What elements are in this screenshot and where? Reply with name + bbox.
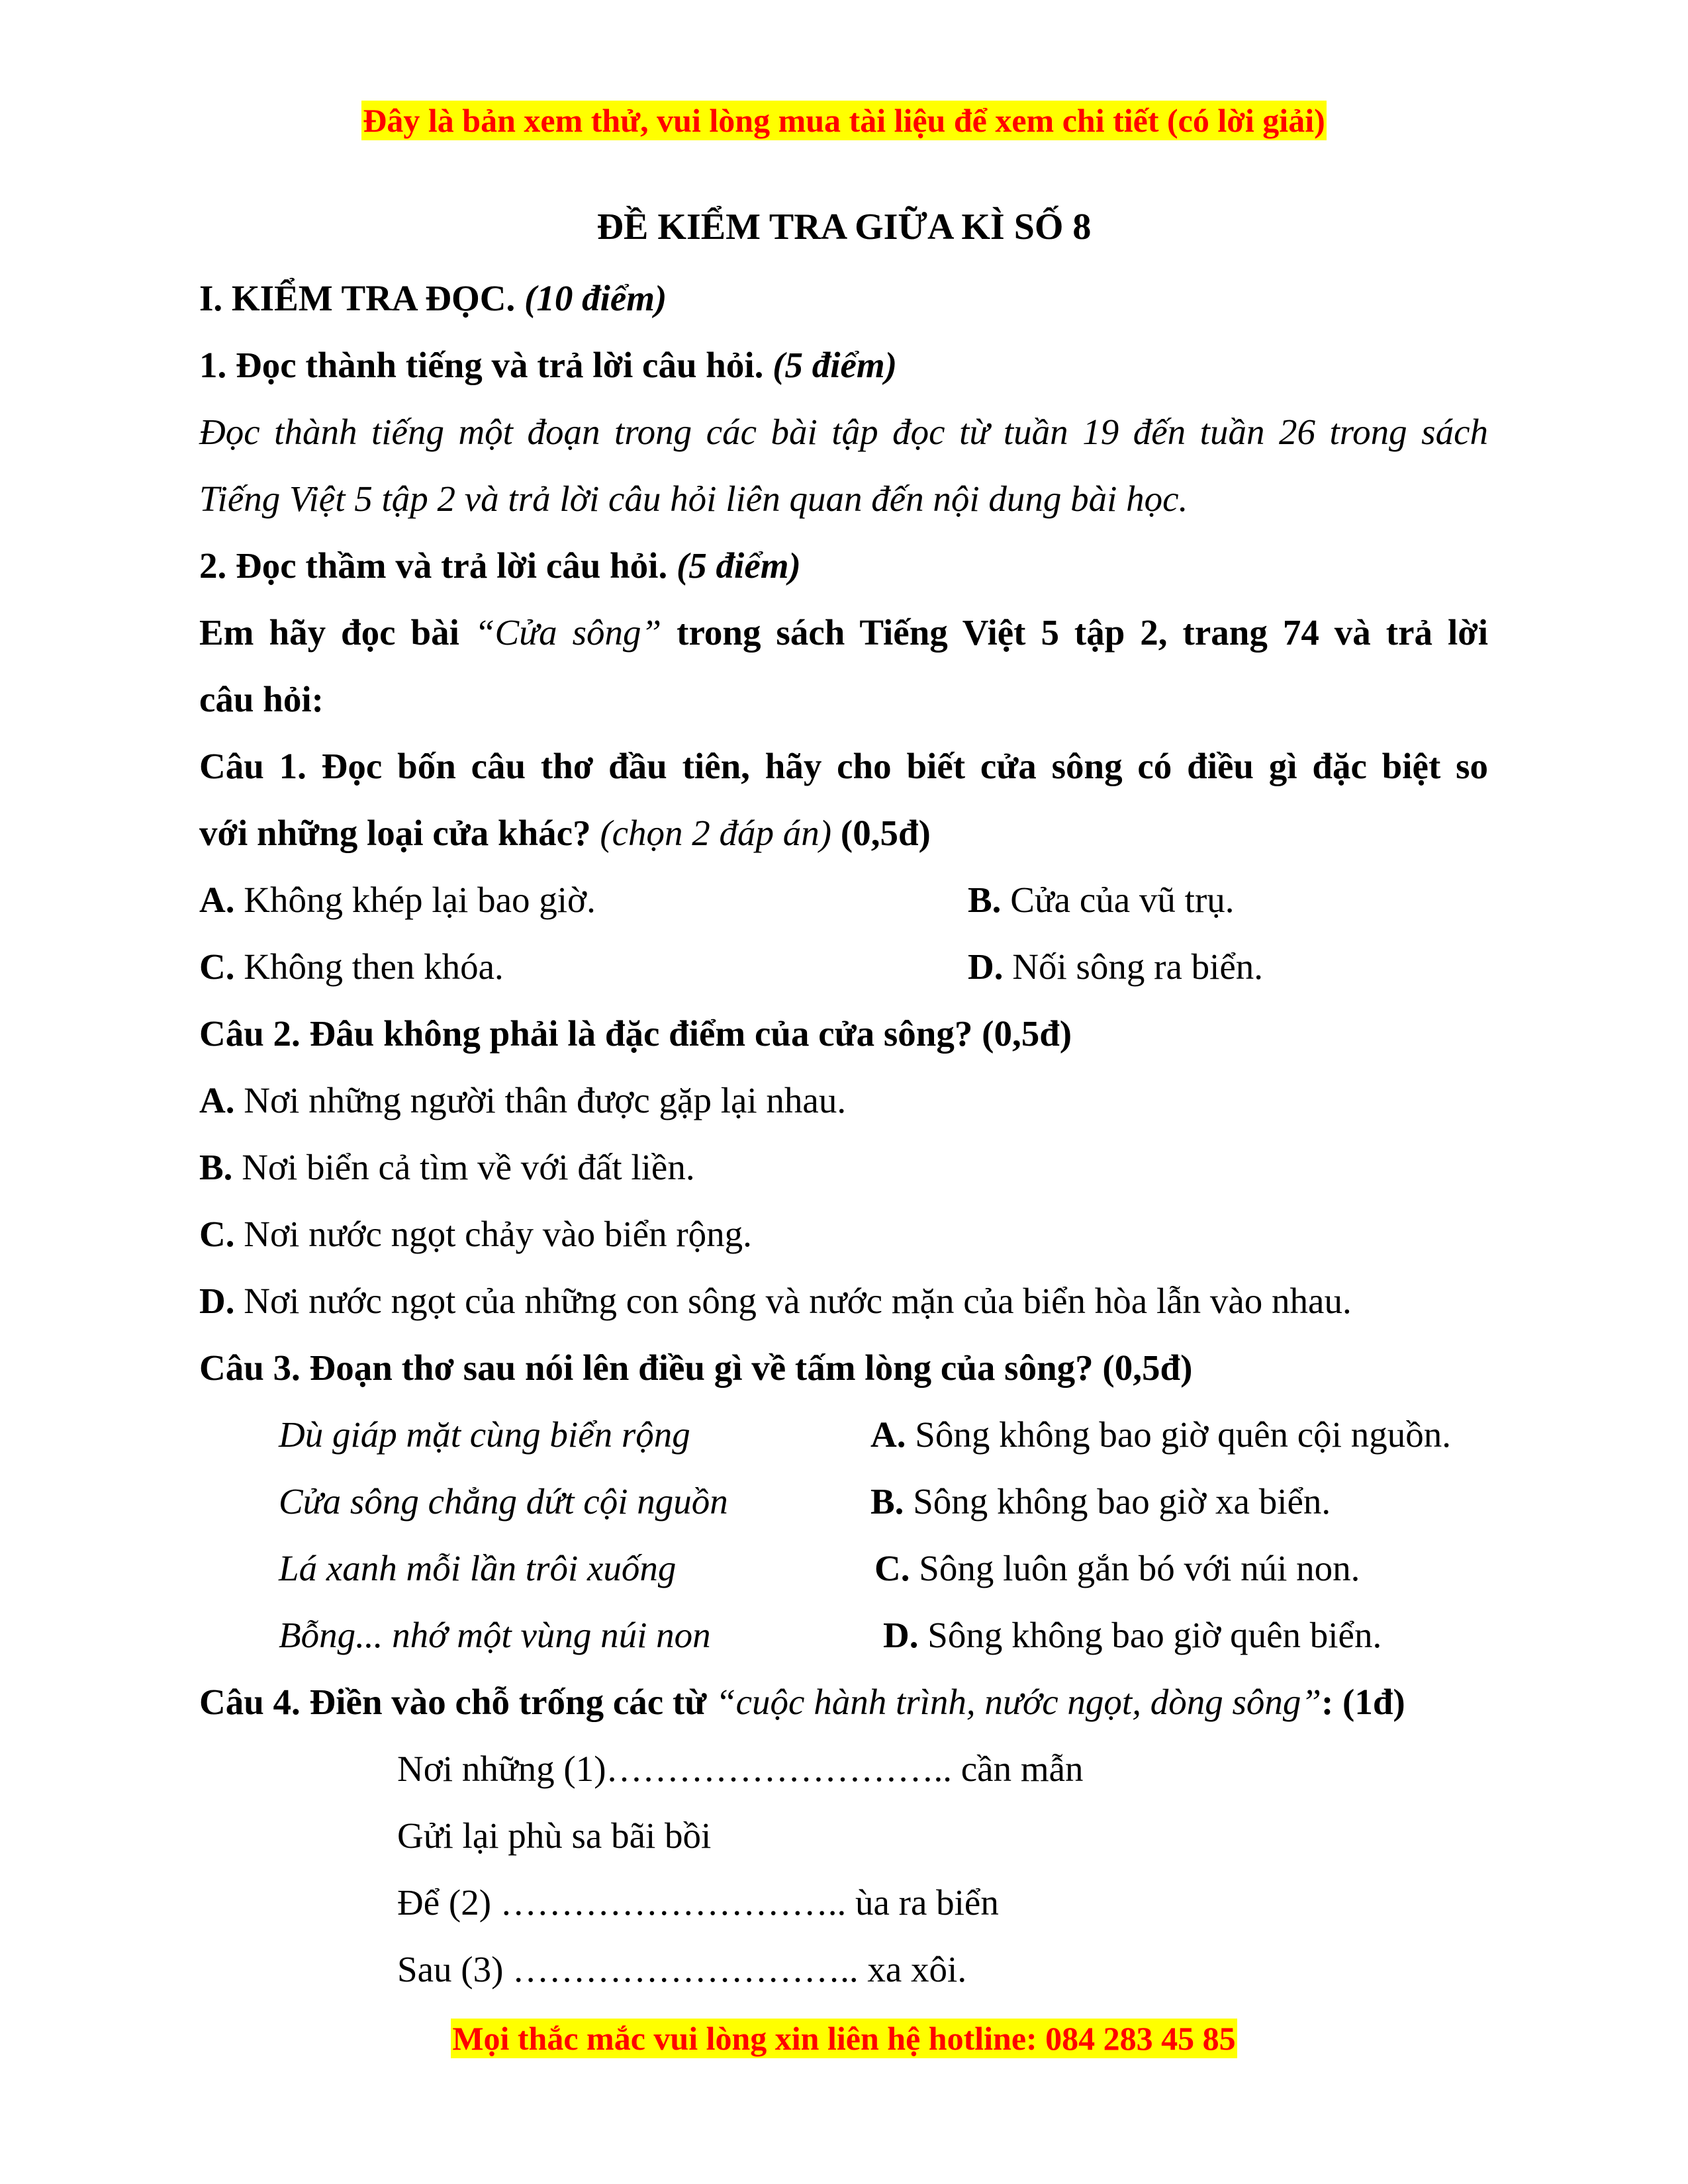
poem-line: Bỗng... nhớ một vùng núi non (279, 1615, 711, 1655)
q3-row (199, 1401, 1488, 1468)
part1-instruction: Tiếng Việt 5 tập 2 và trả lời câu hỏi liên quan đến nội dung bài học. (199, 478, 1188, 519)
part1-heading: 1. Đọc thành tiếng và trả lời câu hỏi. (5 điểm) (199, 345, 898, 385)
q1-option-a: A. Không khép lại bao giờ. (199, 880, 596, 920)
question-1: với những loại cửa khác? (chọn 2 đáp án) (0,5đ) (199, 813, 931, 853)
q1-option-b: B. Cửa của vũ trụ. (968, 880, 1235, 920)
question-4: Câu 4. Điền vào chỗ trống các từ “cuộc hành trình, nước ngọt, dòng sông”: (1đ) (199, 1682, 1405, 1722)
q3-option-b: B. Sông không bao giờ xa biển. (870, 1481, 1331, 1522)
q2-option-a: A. Nơi những người thân được gặp lại nhau. (199, 1080, 847, 1120)
q4-fill-line: Gửi lại phù sa bãi bồi (397, 1815, 712, 1856)
poem-line: Cửa sông chẳng dứt cội nguồn (279, 1481, 728, 1522)
poem-line: Lá xanh mỗi lần trôi xuống (279, 1548, 677, 1588)
q3-option-c: C. Sông luôn gắn bó với núi non. (874, 1548, 1360, 1588)
page-title: ĐỀ KIỂM TRA GIỮA KÌ SỐ 8 (596, 206, 1092, 248)
q3-row (199, 1468, 1488, 1535)
q1-options-row (199, 933, 1488, 1000)
hotline-notice: Mọi thắc mắc vui lòng xin liên hệ hotline: 084 283 45 85 (452, 2020, 1236, 2057)
q1-options-row (199, 866, 1488, 933)
q2-option-d: D. Nơi nước ngọt của những con sông và nước mặn của biển hòa lẫn vào nhau. (199, 1281, 1352, 1321)
q4-fill-line: Nơi những (1)……………………….. cần mẫn (397, 1749, 1084, 1789)
q1-option-c: C. Không then khóa. (199, 946, 504, 987)
question-3: Câu 3. Đoạn thơ sau nói lên điều gì về tấm lòng của sông? (0,5đ) (199, 1347, 1193, 1388)
q4-fill-line: Sau (3) ……………………….. xa xôi. (397, 1949, 967, 1989)
q3-row (199, 1602, 1488, 1668)
exam-body (199, 265, 1488, 2003)
part2-intro: câu hỏi: (199, 679, 324, 719)
q3-option-a: A. Sông không bao giờ quên cội nguồn. (870, 1414, 1451, 1455)
q3-option-d: D. Sông không bao giờ quên biển. (883, 1615, 1382, 1655)
q3-row (199, 1535, 1488, 1602)
poem-line: Dù giáp mặt cùng biển rộng (279, 1414, 690, 1455)
q1-option-d: D. Nối sông ra biển. (968, 946, 1264, 987)
question-2: Câu 2. Đâu không phải là đặc điểm của cửa sông? (0,5đ) (199, 1013, 1072, 1054)
part2-intro: Em hãy đọc bài “Cửa sông” trong sách Tiếng Việt 5 tập 2, trang 74 và trả lời (199, 612, 1489, 653)
q2-option-c: C. Nơi nước ngọt chảy vào biển rộng. (199, 1214, 752, 1254)
question-1: Câu 1. Đọc bốn câu thơ đầu tiên, hãy cho biết cửa sông có điều gì đặc biệt so (199, 746, 1488, 786)
q4-fill-line: Để (2) ……………………….. ùa ra biển (397, 1882, 999, 1923)
section-heading: I. KIỂM TRA ĐỌC. (10 điểm) (199, 278, 667, 318)
part1-instruction: Đọc thành tiếng một đoạn trong các bài tập đọc từ tuần 19 đến tuần 26 trong sách (199, 412, 1488, 452)
preview-notice: Đây là bản xem thử, vui lòng mua tài liệu để xem chi tiết (có lời giải) (363, 102, 1325, 139)
part2-heading: 2. Đọc thầm và trả lời câu hỏi. (5 điểm) (199, 545, 801, 586)
q2-option-b: B. Nơi biển cả tìm về với đất liền. (199, 1147, 695, 1187)
